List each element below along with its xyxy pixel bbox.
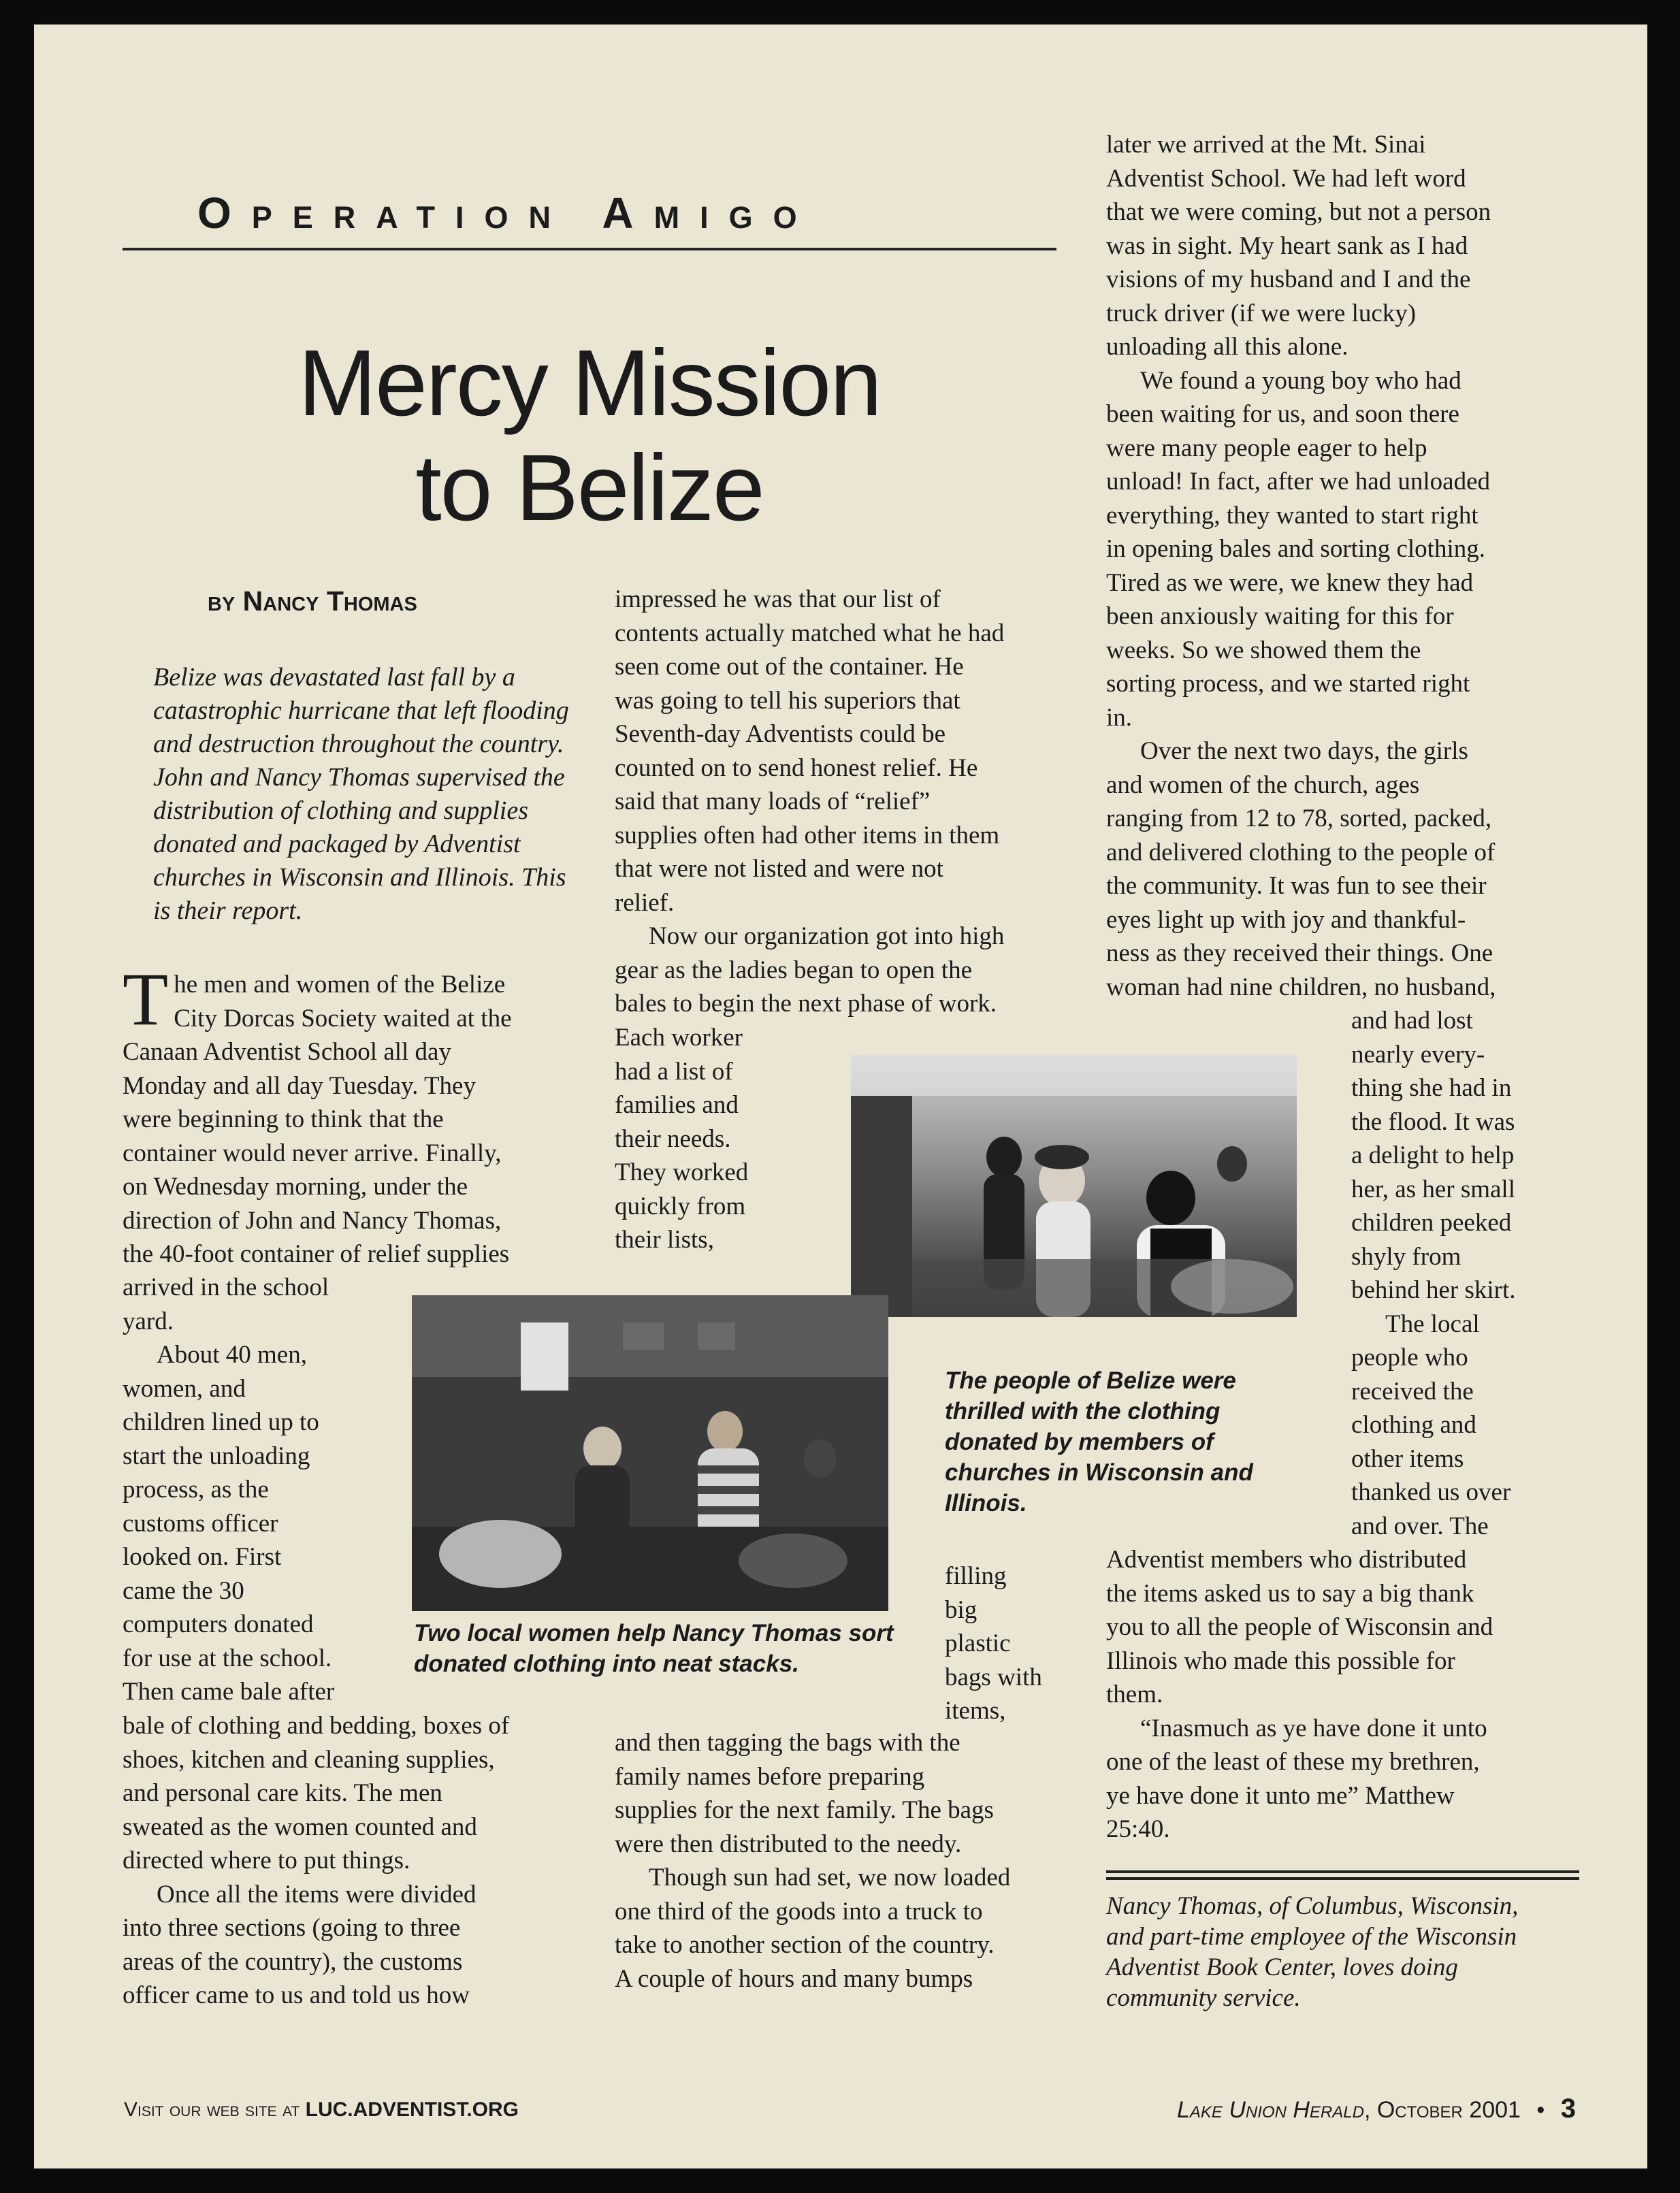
col1-line: customs officer bbox=[123, 1509, 278, 1538]
col2-line: was going to tell his superiors that bbox=[615, 686, 960, 715]
col3-line: Tired as we were, we knew they had bbox=[1106, 568, 1474, 597]
col2-line: impressed he was that our list of bbox=[615, 585, 941, 613]
col3-line: unloading all this alone. bbox=[1106, 333, 1348, 361]
col2-line: had a list of bbox=[615, 1057, 733, 1086]
col3-line: that we were coming, but not a person bbox=[1106, 198, 1491, 226]
col3-line: everything, they wanted to start right bbox=[1106, 501, 1479, 530]
col3-line: woman had nine children, no husband, bbox=[1106, 973, 1496, 1001]
col1-line: sweated as the women counted and bbox=[123, 1813, 477, 1841]
col1-line: yard. bbox=[123, 1307, 174, 1335]
footer-issue: , October 2001 bbox=[1363, 2097, 1521, 2123]
col2-line: were then distributed to the needy. bbox=[615, 1830, 962, 1858]
col3-line: Illinois who made this possible for bbox=[1106, 1646, 1455, 1675]
headline-line-1: Mercy Mission bbox=[298, 331, 881, 436]
col2-line: that were not listed and were not bbox=[615, 855, 943, 883]
col3-line: her, as her small bbox=[1351, 1175, 1515, 1203]
col3-line: The local bbox=[1385, 1310, 1480, 1338]
col1-line: container would never arrive. Finally, bbox=[123, 1139, 502, 1167]
magazine-page bbox=[34, 25, 1647, 2168]
col2-line: one third of the goods into a truck to bbox=[615, 1897, 983, 1926]
col1-line: bale of clothing and bedding, boxes of bbox=[123, 1712, 510, 1740]
col1-line: Monday and all day Tuesday. They bbox=[123, 1071, 476, 1100]
col3-line: and over. The bbox=[1351, 1512, 1489, 1540]
col2-line: Each worker bbox=[615, 1024, 743, 1052]
col3-line: other items bbox=[1351, 1444, 1464, 1473]
col3-line: clothing and bbox=[1351, 1411, 1476, 1439]
col2-line: big bbox=[945, 1595, 978, 1624]
col2-line: family names before preparing bbox=[615, 1762, 925, 1791]
col2-line: Now our organization got into high bbox=[649, 922, 1005, 950]
photo-women-sorting bbox=[412, 1295, 888, 1611]
byline: by Nancy Thomas bbox=[208, 585, 417, 617]
col1-line: the 40-foot container of relief supplies bbox=[123, 1240, 510, 1268]
col3-line: ranging from 12 to 78, sorted, packed, bbox=[1106, 805, 1492, 832]
col1-line: for use at the school. bbox=[123, 1644, 332, 1672]
column-3-top bbox=[1106, 128, 1576, 1004]
col3-line: thing she had in bbox=[1351, 1074, 1512, 1102]
col3-line: nearly every- bbox=[1351, 1040, 1485, 1069]
col2-line: A couple of hours and many bumps bbox=[615, 1964, 973, 1993]
col2-line: take to another section of the country. bbox=[615, 1931, 995, 1959]
col2-line: They worked bbox=[615, 1158, 749, 1186]
credit-rule-bottom bbox=[1106, 1877, 1579, 1880]
col3-line: 25:40. bbox=[1106, 1815, 1170, 1843]
column-1-bottom bbox=[123, 1709, 585, 2013]
col3-line: was in sight. My heart sank as I had bbox=[1106, 231, 1468, 260]
col3-line: shyly from bbox=[1351, 1242, 1461, 1271]
col1-line: came the 30 bbox=[123, 1576, 244, 1605]
col2-line: quickly from bbox=[615, 1192, 746, 1220]
col1-line: process, as the bbox=[123, 1476, 269, 1504]
col3-line: in opening bales and sorting clothing. bbox=[1106, 535, 1485, 563]
col3-line: thanked us over bbox=[1351, 1478, 1511, 1506]
col3-line: in. bbox=[1106, 703, 1133, 732]
col2-line: gear as the ladies began to open the bbox=[615, 956, 972, 984]
col2-line: bales to begin the next phase of work. bbox=[615, 990, 997, 1018]
col2-line: supplies often had other items in them bbox=[615, 821, 1000, 849]
col3-line: and had lost bbox=[1351, 1007, 1473, 1035]
col3-line: truck driver (if we were lucky) bbox=[1106, 299, 1417, 327]
col3-line: received the bbox=[1351, 1377, 1474, 1406]
col3-line: the items asked us to say a big thank bbox=[1106, 1579, 1474, 1608]
caption-photo-1: The people of Belize were thrilled with the clothing donated by members of churches in Wisconsin and Illinois. bbox=[945, 1367, 1253, 1516]
col3-line: Adventist School. We had left word bbox=[1106, 164, 1466, 193]
col3-line: We found a young boy who had bbox=[1140, 366, 1461, 395]
column-2-bottom bbox=[615, 1726, 1078, 1996]
col1-line: shoes, kitchen and cleaning supplies, bbox=[123, 1745, 495, 1774]
column-1-wrap bbox=[123, 1271, 436, 1709]
col1-line: officer came to us and told us how bbox=[123, 1981, 470, 2009]
col1-line: Once all the items were divided bbox=[157, 1880, 476, 1908]
col3-line: people who bbox=[1351, 1344, 1468, 1371]
footer-page-number: 3 bbox=[1560, 2094, 1576, 2124]
col2-line: their needs. bbox=[615, 1124, 731, 1153]
col1-line: arrived in the school bbox=[123, 1273, 329, 1301]
col2-line: relief. bbox=[615, 888, 675, 917]
column-2-wrap bbox=[615, 1021, 819, 1257]
credit-rule-top bbox=[1106, 1870, 1579, 1873]
column-3-bottom bbox=[1106, 1543, 1576, 1847]
column-2-top bbox=[615, 583, 1078, 1021]
col2-line: bags with bbox=[945, 1663, 1042, 1691]
col2-line: contents actually matched what he had bbox=[615, 619, 1005, 647]
col3-line: eyes light up with joy and thankful- bbox=[1106, 905, 1466, 934]
footer-website bbox=[124, 2098, 519, 2122]
col1-line: were beginning to think that the bbox=[123, 1105, 444, 1133]
col2-line: supplies for the next family. The bags bbox=[615, 1796, 994, 1824]
headline-line-2: to Belize bbox=[415, 436, 764, 540]
col3-line: you to all the people of Wisconsin and bbox=[1106, 1613, 1493, 1641]
col1-line: on Wednesday morning, under the bbox=[123, 1173, 468, 1201]
footer-publication bbox=[1177, 2094, 1576, 2124]
col1-line: he men and women of the Belize bbox=[174, 971, 506, 998]
col2-line: Seventh-day Adventists could be bbox=[615, 720, 946, 748]
footer-website-prefix: Visit our web site at bbox=[124, 2098, 306, 2121]
col3-line: and delivered clothing to the people of bbox=[1106, 838, 1496, 866]
column-3-wrap bbox=[1351, 1004, 1576, 1543]
deck: Belize was devastated last fall by a catastrophic hurricane that left flooding and destruction throughout the country. John and Nancy Thomas supervised the distribution of clothing and supplies donated and packaged by Adventist churches in Wisconsin and Illinois. This is their report. bbox=[153, 663, 569, 925]
col1-line: Then came bale after bbox=[123, 1678, 335, 1706]
column-2-narrow bbox=[945, 1559, 1081, 1728]
col3-line: a delight to help bbox=[1351, 1141, 1515, 1169]
col3-line: been anxiously waiting for this for bbox=[1106, 602, 1454, 630]
col3-line: Over the next two days, the girls bbox=[1140, 737, 1468, 765]
column-1-top bbox=[123, 958, 572, 1271]
col2-line: seen come out of the container. He bbox=[615, 653, 964, 681]
kicker-rule bbox=[123, 248, 1056, 250]
col3-line: Adventist members who distributed bbox=[1106, 1546, 1467, 1574]
col1-line: and personal care kits. The men bbox=[123, 1779, 442, 1807]
col1-line: women, and bbox=[123, 1374, 246, 1403]
col1-line: areas of the country), the customs bbox=[123, 1947, 463, 1976]
col3-line: were many people eager to help bbox=[1106, 434, 1427, 462]
col2-line: families and bbox=[615, 1091, 739, 1119]
col2-line: filling bbox=[945, 1562, 1007, 1590]
col3-line: visions of my husband and I and the bbox=[1106, 265, 1471, 293]
footer-publication-name: Lake Union Herald bbox=[1176, 2097, 1364, 2123]
caption-photo-2: Two local women help Nancy Thomas sort donated clothing into neat stacks. bbox=[414, 1620, 894, 1677]
col2-line: plastic bbox=[945, 1629, 1011, 1657]
col3-line: the flood. It was bbox=[1351, 1107, 1515, 1136]
drop-cap: T bbox=[123, 958, 169, 1041]
col3-line: unload! In fact, after we had unloaded bbox=[1106, 468, 1490, 496]
col1-line: direction of John and Nancy Thomas, bbox=[123, 1206, 502, 1235]
footer-website-url[interactable]: LUC.ADVENTIST.ORG bbox=[305, 2098, 519, 2121]
col3-line: children peeked bbox=[1351, 1209, 1512, 1237]
col3-line: “Inasmuch as ye have done it unto bbox=[1140, 1714, 1487, 1742]
col1-line: looked on. First bbox=[123, 1543, 282, 1571]
photo-people-image bbox=[851, 1055, 1297, 1317]
footer-bullet: • bbox=[1536, 2097, 1545, 2123]
col2-line: said that many loads of “relief” bbox=[615, 787, 931, 815]
col2-line: items, bbox=[945, 1697, 1006, 1725]
col1-line: start the unloading bbox=[123, 1442, 310, 1470]
col1-line: children lined up to bbox=[123, 1408, 319, 1436]
col1-line: About 40 men, bbox=[157, 1341, 307, 1369]
col2-line: counted on to send honest relief. He bbox=[615, 753, 978, 782]
col3-line: sorting process, and we started right bbox=[1106, 670, 1470, 698]
col3-line: been waiting for us, and soon there bbox=[1106, 400, 1459, 428]
col2-line: their lists, bbox=[615, 1226, 714, 1254]
col3-line: ye have done it unto me” Matthew bbox=[1106, 1781, 1455, 1810]
col2-line: Though sun had set, we now loaded bbox=[649, 1864, 1011, 1891]
col3-line: them. bbox=[1106, 1680, 1163, 1708]
col3-line: and women of the church, ages bbox=[1106, 770, 1420, 799]
col1-line: computers donated bbox=[123, 1610, 314, 1638]
col3-line: ness as they received their things. One bbox=[1106, 939, 1493, 967]
col1-line: directed where to put things. bbox=[123, 1847, 410, 1874]
col3-line: later we arrived at the Mt. Sinai bbox=[1106, 131, 1426, 159]
section-kicker: Operation Amigo bbox=[197, 189, 818, 238]
col1-line: into three sections (going to three bbox=[123, 1914, 461, 1942]
col3-line: behind her skirt. bbox=[1351, 1276, 1516, 1304]
col2-line: and then tagging the bags with the bbox=[615, 1729, 960, 1757]
photo-belize-people bbox=[851, 1055, 1297, 1317]
photo-sorting-image bbox=[412, 1295, 888, 1611]
col3-line: the community. It was fun to see their bbox=[1106, 872, 1487, 900]
col1-line: City Dorcas Society waited at the bbox=[174, 1004, 512, 1033]
author-credit: Nancy Thomas, of Columbus, Wisconsin, and part-time employee of the Wisconsin Adventist Book Center, loves doing community service. bbox=[1106, 1892, 1519, 2012]
col1-line: Canaan Adventist School all day bbox=[123, 1038, 451, 1066]
col3-line: weeks. So we showed them the bbox=[1106, 636, 1421, 664]
col3-line: one of the least of these my brethren, bbox=[1106, 1748, 1480, 1776]
headline bbox=[123, 331, 1056, 540]
